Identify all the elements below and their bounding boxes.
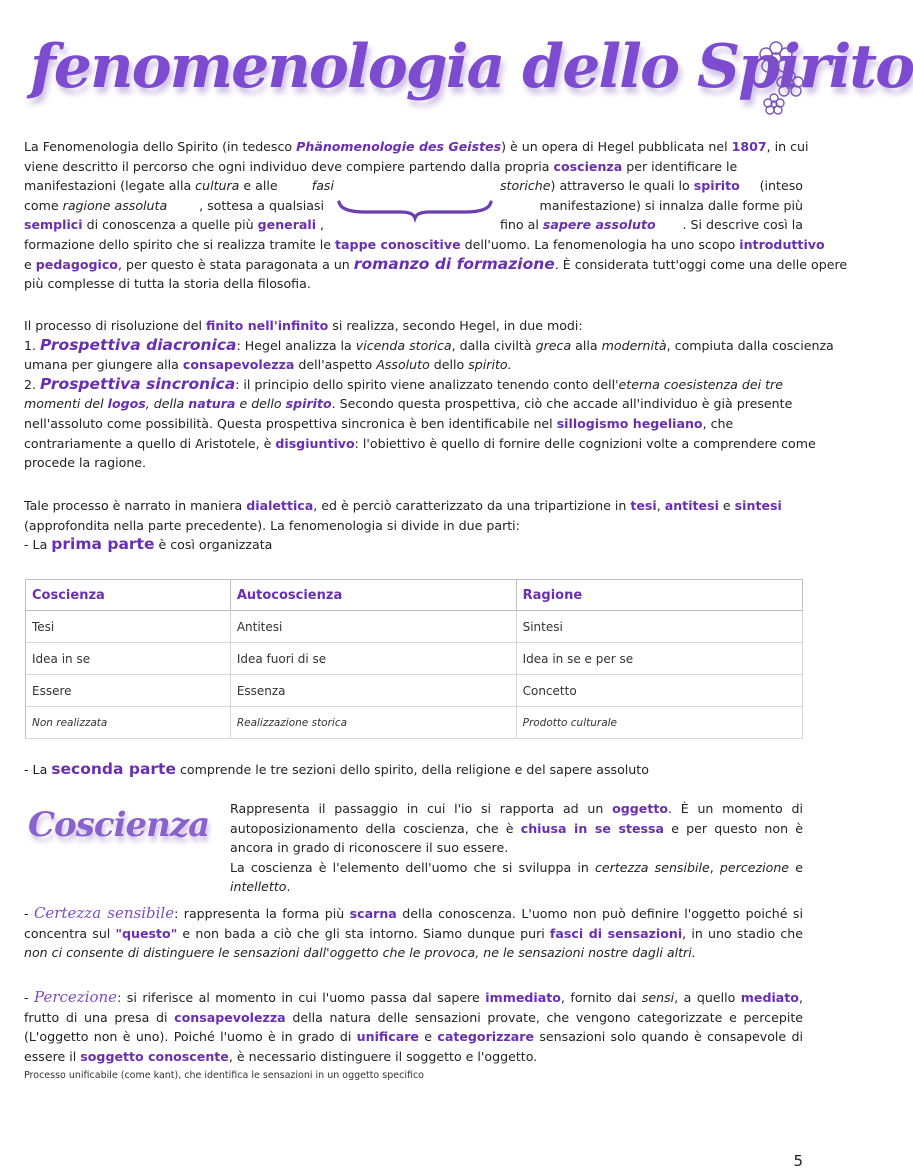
intro-line: semplici di conoscenza a quelle più generali , fino al sapere assoluto . Si descrive così la: [24, 217, 803, 233]
table-cell: Antitesi: [230, 611, 516, 643]
intro-line: viene descritto il percorso che ogni individuo deve compiere partendo dalla propria coscienza per identificare le: [24, 158, 738, 174]
percezione-paragraph: - Percezione: si riferisce al momento in cui l'uomo passa dal sapere immediato, fornito dai sensi, a quello mediato, frutto di una presa di consapevolezza della natura delle sensazioni provate, che vengono categorizzate e percepite (L'oggetto non è uno). Poiché l'uomo è in grado di unificare e categorizzare sensazioni solo quando è consapevole di essere il soggetto conoscente, è necessario distinguere il soggetto e l'oggetto.: [24, 988, 804, 1064]
intro-line: formazione dello spirito che si realizza tramite le tappe conoscitive dell'uomo. La fenomenologia ha uno scopo introduttivo: [24, 236, 825, 252]
synchronic-line: momenti del logos, della natura e dello spirito. Secondo questa prospettiva, ciò che accade all'individuo è già presente: [24, 396, 793, 412]
second-part-line: - La seconda parte comprende le tre sezioni dello spirito, della religione e del sapere assoluto: [24, 760, 649, 778]
coscienza-description: Rappresenta il passaggio in cui l'io si rapporta ad un oggetto. È un momento di autoposizionamento della coscienza, che è chiusa in se stessa e per questo non è ancora in grado di riconoscere il suo essere. La coscienza è l'elemento dell'uomo che si sviluppa in certezza sensibile, percezione e intelletto.: [230, 801, 804, 895]
dialectic-line: - La prima parte è così organizzata: [24, 535, 273, 554]
table-header: Ragione: [516, 580, 802, 611]
synchronic-line: contrariamente a quello di Aristotele, è disgiuntivo: l'obiettivo è quello di fornire delle cognizioni volte a comprendere come: [24, 435, 816, 451]
percezione-label: Percezione: [34, 988, 118, 1006]
dialectic-line: (approfondita nella parte precedente). La fenomenologia si divide in due parti:: [24, 517, 520, 533]
table-cell: Idea fuori di se: [230, 643, 516, 675]
diachronic-line: umana per giungere alla consapevolezza dell'aspetto Assoluto dello spirito.: [24, 357, 512, 373]
page-number: 5: [793, 1152, 803, 1170]
table-cell: Realizzazione storica: [230, 707, 516, 739]
table-cell: Idea in se e per se: [516, 643, 802, 675]
intro-line: e pedagogico, per questo è stata paragonata a un romanzo di formazione. È considerata tutt'oggi come una delle opere: [24, 254, 848, 273]
table-header: Coscienza: [26, 580, 231, 611]
certezza-paragraph: - Certezza sensibile: rappresenta la forma più scarna della conoscenza. L'uomo non può definire l'oggetto poiché si concentra sul "questo" e non bada a ciò che gli sta intorno. Siamo dunque puri fasci di sensazioni, in uno stadio che non ci consente di distinguere le sensazioni dall'oggetto che le provoca, ne le sensazioni nostre dagli altri.: [24, 904, 804, 961]
table-cell: Sintesi: [516, 611, 802, 643]
table-cell: Prodotto culturale: [516, 707, 802, 739]
table-cell: Concetto: [516, 675, 802, 707]
curly-brace-decoration: [335, 198, 495, 220]
table-header-row: [26, 580, 803, 611]
synchronic-line: procede la ragione.: [24, 455, 147, 471]
table-row: [26, 707, 803, 739]
intro-line: manifestazioni (legate alla cultura e alle fasi storiche) attraverso le quali lo spirito (inteso: [24, 178, 803, 194]
table-row: [26, 643, 803, 675]
intro-line: più complesse di tutta la storia della filosofia.: [24, 276, 311, 292]
table-row: [26, 675, 803, 707]
tripartition-table: [25, 579, 803, 739]
table-row: [26, 611, 803, 643]
intro-line: La Fenomenologia dello Spirito (in tedesco Phänomenologie des Geistes) è un opera di Hegel pubblicata nel 1807, in cui: [24, 139, 809, 154]
synchronic-line: nell'assoluto come possibilità. Questa prospettiva sincronica è ben identificabile nel sillogismo hegeliano, che: [24, 415, 734, 431]
table-header: Autocoscienza: [230, 580, 516, 611]
dialectic-paragraph: [24, 496, 803, 555]
table-cell: Essenza: [230, 675, 516, 707]
dialectic-line: Tale processo è narrato in maniera dialettica, ed è perciò caratterizzato da una tripartizione in tesi, antitesi e sintesi: [24, 498, 782, 513]
page-title: fenomenologia dello Spirito: [30, 32, 913, 102]
flower-ornament-icon: [746, 40, 806, 130]
certezza-label: Certezza sensibile: [33, 904, 175, 922]
table-cell: Non realizzata: [26, 707, 231, 739]
intro-line: come ragione assoluta , sottesa a qualsiasi manifestazione) si innalza dalle forme più: [24, 197, 803, 213]
process-paragraph: [24, 316, 834, 473]
table-cell: Idea in se: [26, 643, 231, 675]
coscienza-heading: Coscienza: [28, 805, 210, 845]
title-banner: [22, 22, 913, 118]
synchronic-line: 2. Prospettiva sincronica: il principio dello spirito viene analizzato tenendo conto dell'eterna coesistenza dei tre: [24, 374, 783, 393]
diachronic-line: 1. Prospettiva diacronica: Hegel analizza la vicenda storica, dalla civiltà greca alla modernità, compiuta dalla coscienza: [24, 335, 834, 354]
table-cell: Tesi: [26, 611, 231, 643]
table-cell: Essere: [26, 675, 231, 707]
footnote: Processo unificabile (come kant), che identifica le sensazioni in un oggetto specifico: [24, 1070, 424, 1081]
process-line: Il processo di risoluzione del finito nell'infinito si realizza, secondo Hegel, in due modi:: [24, 318, 583, 333]
